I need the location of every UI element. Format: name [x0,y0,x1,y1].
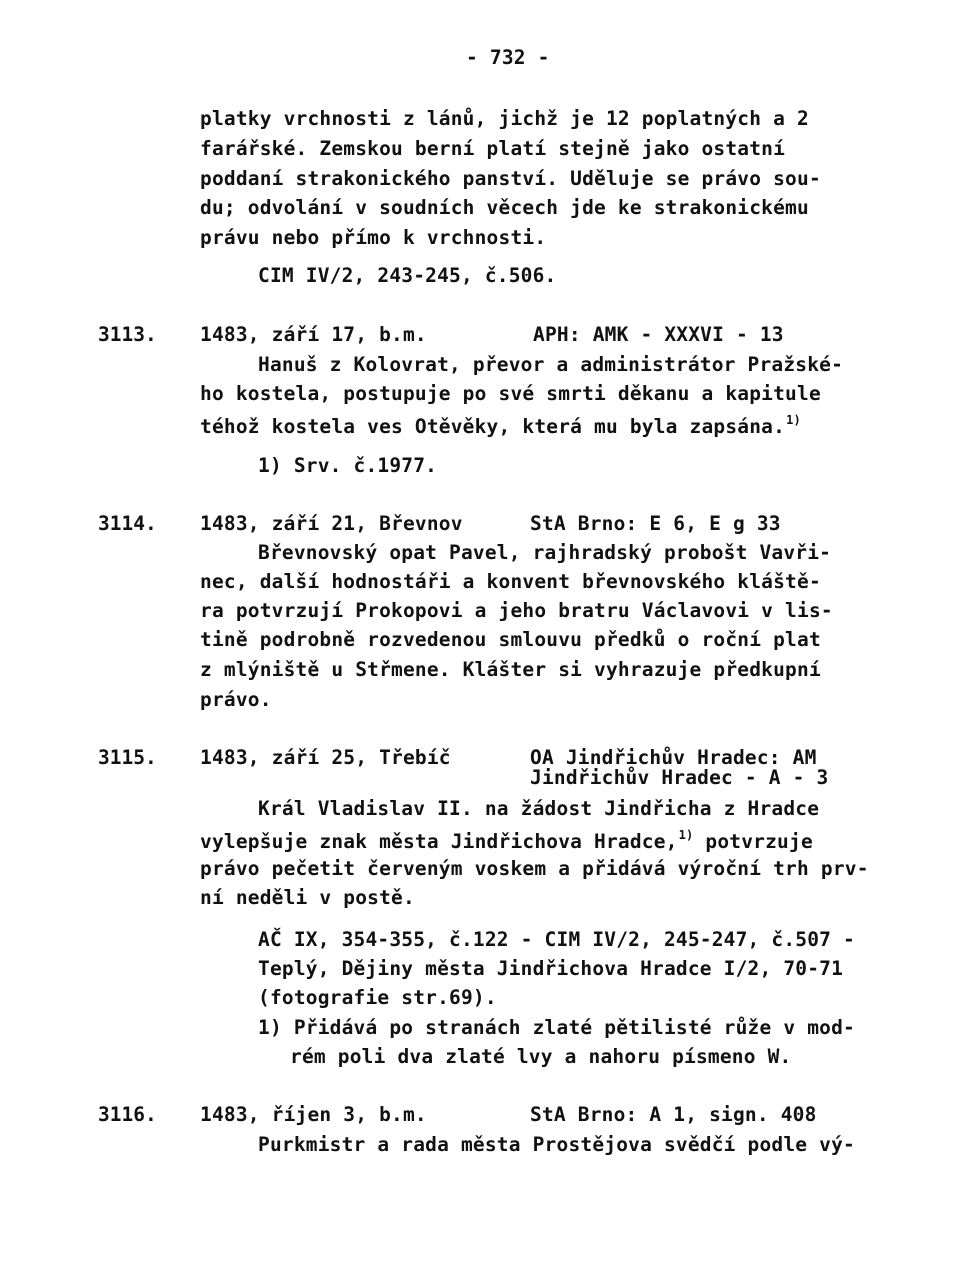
text-line: Purkmistr a rada města Prostějova svědčí podle vý- [258,1133,855,1156]
text-line: poddaní strakonického panství. Uděluje se právo sou- [200,167,821,190]
entry-number: 3114. [98,512,157,535]
text-line: du; odvolání v soudních věcech jde ke strakonickému [200,196,809,219]
citation-line: CIM IV/2, 243-245, č.506. [258,264,557,287]
entry-date: 1483, říjen 3, b.m. [200,1103,427,1126]
page-number: - 732 - [466,46,550,69]
text-line: ho kostela, postupuje po své smrti děkanu a kapitule [200,382,821,405]
citation-line: Teplý, Dějiny města Jindřichova Hradce I/2, 70-71 [258,957,844,980]
text-line: tině podrobně rozvedenou smlouvu předků o roční plat [200,628,821,651]
text-line: Hanuš z Kolovrat, převor a administrátor Pražské- [258,353,844,376]
footnote: 1) Přidává po stranách zlaté pětilisté růže v mod- [258,1016,855,1039]
text-line: nec, další hodnostáři a konvent břevnovského kláště- [200,570,821,593]
entry-archive: StA Brno: E 6, E g 33 [530,512,781,535]
footnote-mark: 1) [786,413,801,427]
entry-number: 3115. [98,746,157,769]
citation-line: AČ IX, 354-355, č.122 - CIM IV/2, 245-247, č.507 - [258,928,855,951]
entry-archive: APH: AMK - XXXVI - 13 [533,323,784,346]
footnote-mark: 1) [678,828,694,842]
text-line: ní neděli v postě. [200,886,415,909]
footnote: rém poli dva zlaté lvy a nahoru písmeno W. [290,1045,792,1068]
entry-archive: Jindřichův Hradec - A - 3 [530,766,829,789]
text-line [200,829,813,852]
entry-date: 1483, září 17, b.m. [200,323,427,346]
text-line: Břevnovský opat Pavel, rajhradský probošt Vavři- [258,541,832,564]
citation-line: (fotografie str.69). [258,986,497,1009]
entry-number: 3113. [98,323,157,346]
footnote: 1) Srv. č.1977. [258,454,438,477]
text-line: právo. [200,688,272,711]
text-line: Král Vladislav II. na žádost Jindřicha z Hradce [258,797,820,820]
text-span: vylepšuje znak města Jindřichova Hradce, [200,830,678,853]
text-line: právu nebo přímo k vrchnosti. [200,226,547,249]
entry-date: 1483, září 25, Třebíč [200,746,451,769]
text-line: právo pečetit červeným voskem a přidává výroční trh prv- [200,857,869,880]
entry-date: 1483, září 21, Břevnov [200,512,463,535]
entry-archive: OA Jindřichův Hradec: AM [530,746,817,769]
text-line: z mlýniště u Střmene. Klášter si vyhrazuje předkupní [200,658,821,681]
text-span: potvrzuje [705,830,813,853]
text-span: téhož kostela ves Otěvěky, která mu byla zapsána. [200,415,786,438]
text-line: platky vrchnosti z lánů, jichž je 12 poplatných a 2 [200,107,809,130]
text-line [200,414,801,437]
text-line: farářské. Zemskou berní platí stejně jako ostatní [200,137,786,160]
entry-archive: StA Brno: A 1, sign. 408 [530,1103,817,1126]
entry-number: 3116. [98,1103,157,1126]
text-line: ra potvrzují Prokopovi a jeho bratru Václavovi v lis- [200,599,833,622]
